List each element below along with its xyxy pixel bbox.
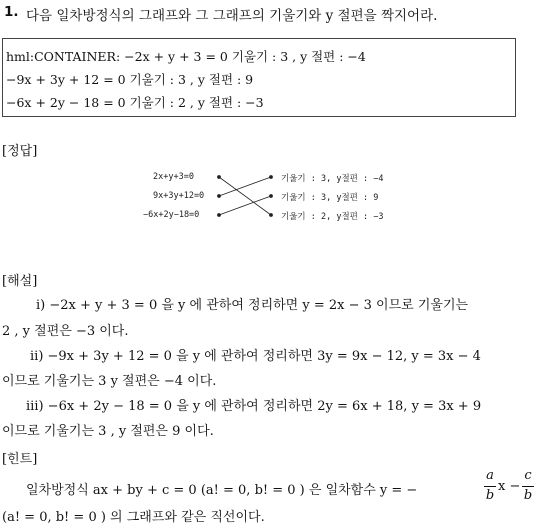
- answer-left-2: 9x+3y+12=0: [153, 191, 205, 201]
- hint-line-2: (a! = 0, b! = 0 ) 의 그래프와 같은 직선이다.: [2, 510, 265, 525]
- hint-mid: x −: [498, 479, 521, 494]
- explanation-line-5: ⅲ) −6x + 2y − 18 = 0 을 y 에 관하여 정리하면 2y = 6x + 18, y = 3x + 9: [26, 399, 482, 414]
- match-line-3: [219, 196, 271, 215]
- match-line-2: [219, 177, 271, 196]
- hint-frac2-den: b: [523, 488, 533, 503]
- box-line-3: −6x + 2y − 18 = 0 기울기 : 2 , y 절편 : −3: [6, 95, 264, 110]
- explanation-line-6: 이므로 기울기는 3 , y 절편은 9 이다.: [2, 424, 214, 439]
- question-number: 1.: [4, 4, 19, 20]
- answer-right-3: 기울기 : 2, y절편 : −3: [281, 212, 384, 222]
- hint-frac1-num: a: [486, 468, 494, 483]
- answer-right-1: 기울기 : 3, y절편 : −4: [281, 174, 384, 184]
- hint-frac1-bar: [484, 486, 496, 487]
- box-line-1: hml:CONTAINER: −2x + y + 3 = 0 기울기 : 3 , y 절편 : −4: [6, 49, 366, 64]
- explanation-heading: [해설]: [2, 274, 38, 289]
- answer-left-3: −6x+2y−18=0: [143, 210, 200, 220]
- answer-heading: [정답]: [2, 144, 38, 159]
- question-text: 다음 일차방정식의 그래프와 그 그래프의 기울기와 y 절편을 짝지어라.: [26, 8, 438, 24]
- answer-left-1: 2x+y+3=0: [153, 172, 194, 182]
- hint-heading: [힌트]: [2, 452, 38, 467]
- explanation-line-1: ⅰ) −2x + y + 3 = 0 을 y 에 관하여 정리하면 y = 2x − 3 이므로 기울기는: [36, 298, 469, 313]
- box-line-2: −9x + 3y + 12 = 0 기울기 : 3 , y 절편 : 9: [6, 72, 254, 87]
- explanation-line-3: ⅱ) −9x + 3y + 12 = 0 을 y 에 관하여 정리하면 3y = 9x − 12, y = 3x − 4: [30, 349, 481, 364]
- answer-right-2: 기울기 : 3, y절편 : 9: [281, 193, 379, 203]
- explanation-line-4: 이므로 기울기는 3 y 절편은 −4 이다.: [2, 374, 217, 389]
- hint-line-1: 일차방정식 ax + by + c = 0 (a! = 0, b! = 0 ) 은 일차함수 y = −: [26, 483, 418, 498]
- match-line-1: [219, 177, 271, 215]
- hint-frac2-num: c: [524, 468, 532, 483]
- hint-frac1-den: b: [485, 488, 495, 503]
- explanation-line-2: 2 , y 절편은 −3 이다.: [2, 324, 129, 339]
- hint-frac2-bar: [522, 486, 534, 487]
